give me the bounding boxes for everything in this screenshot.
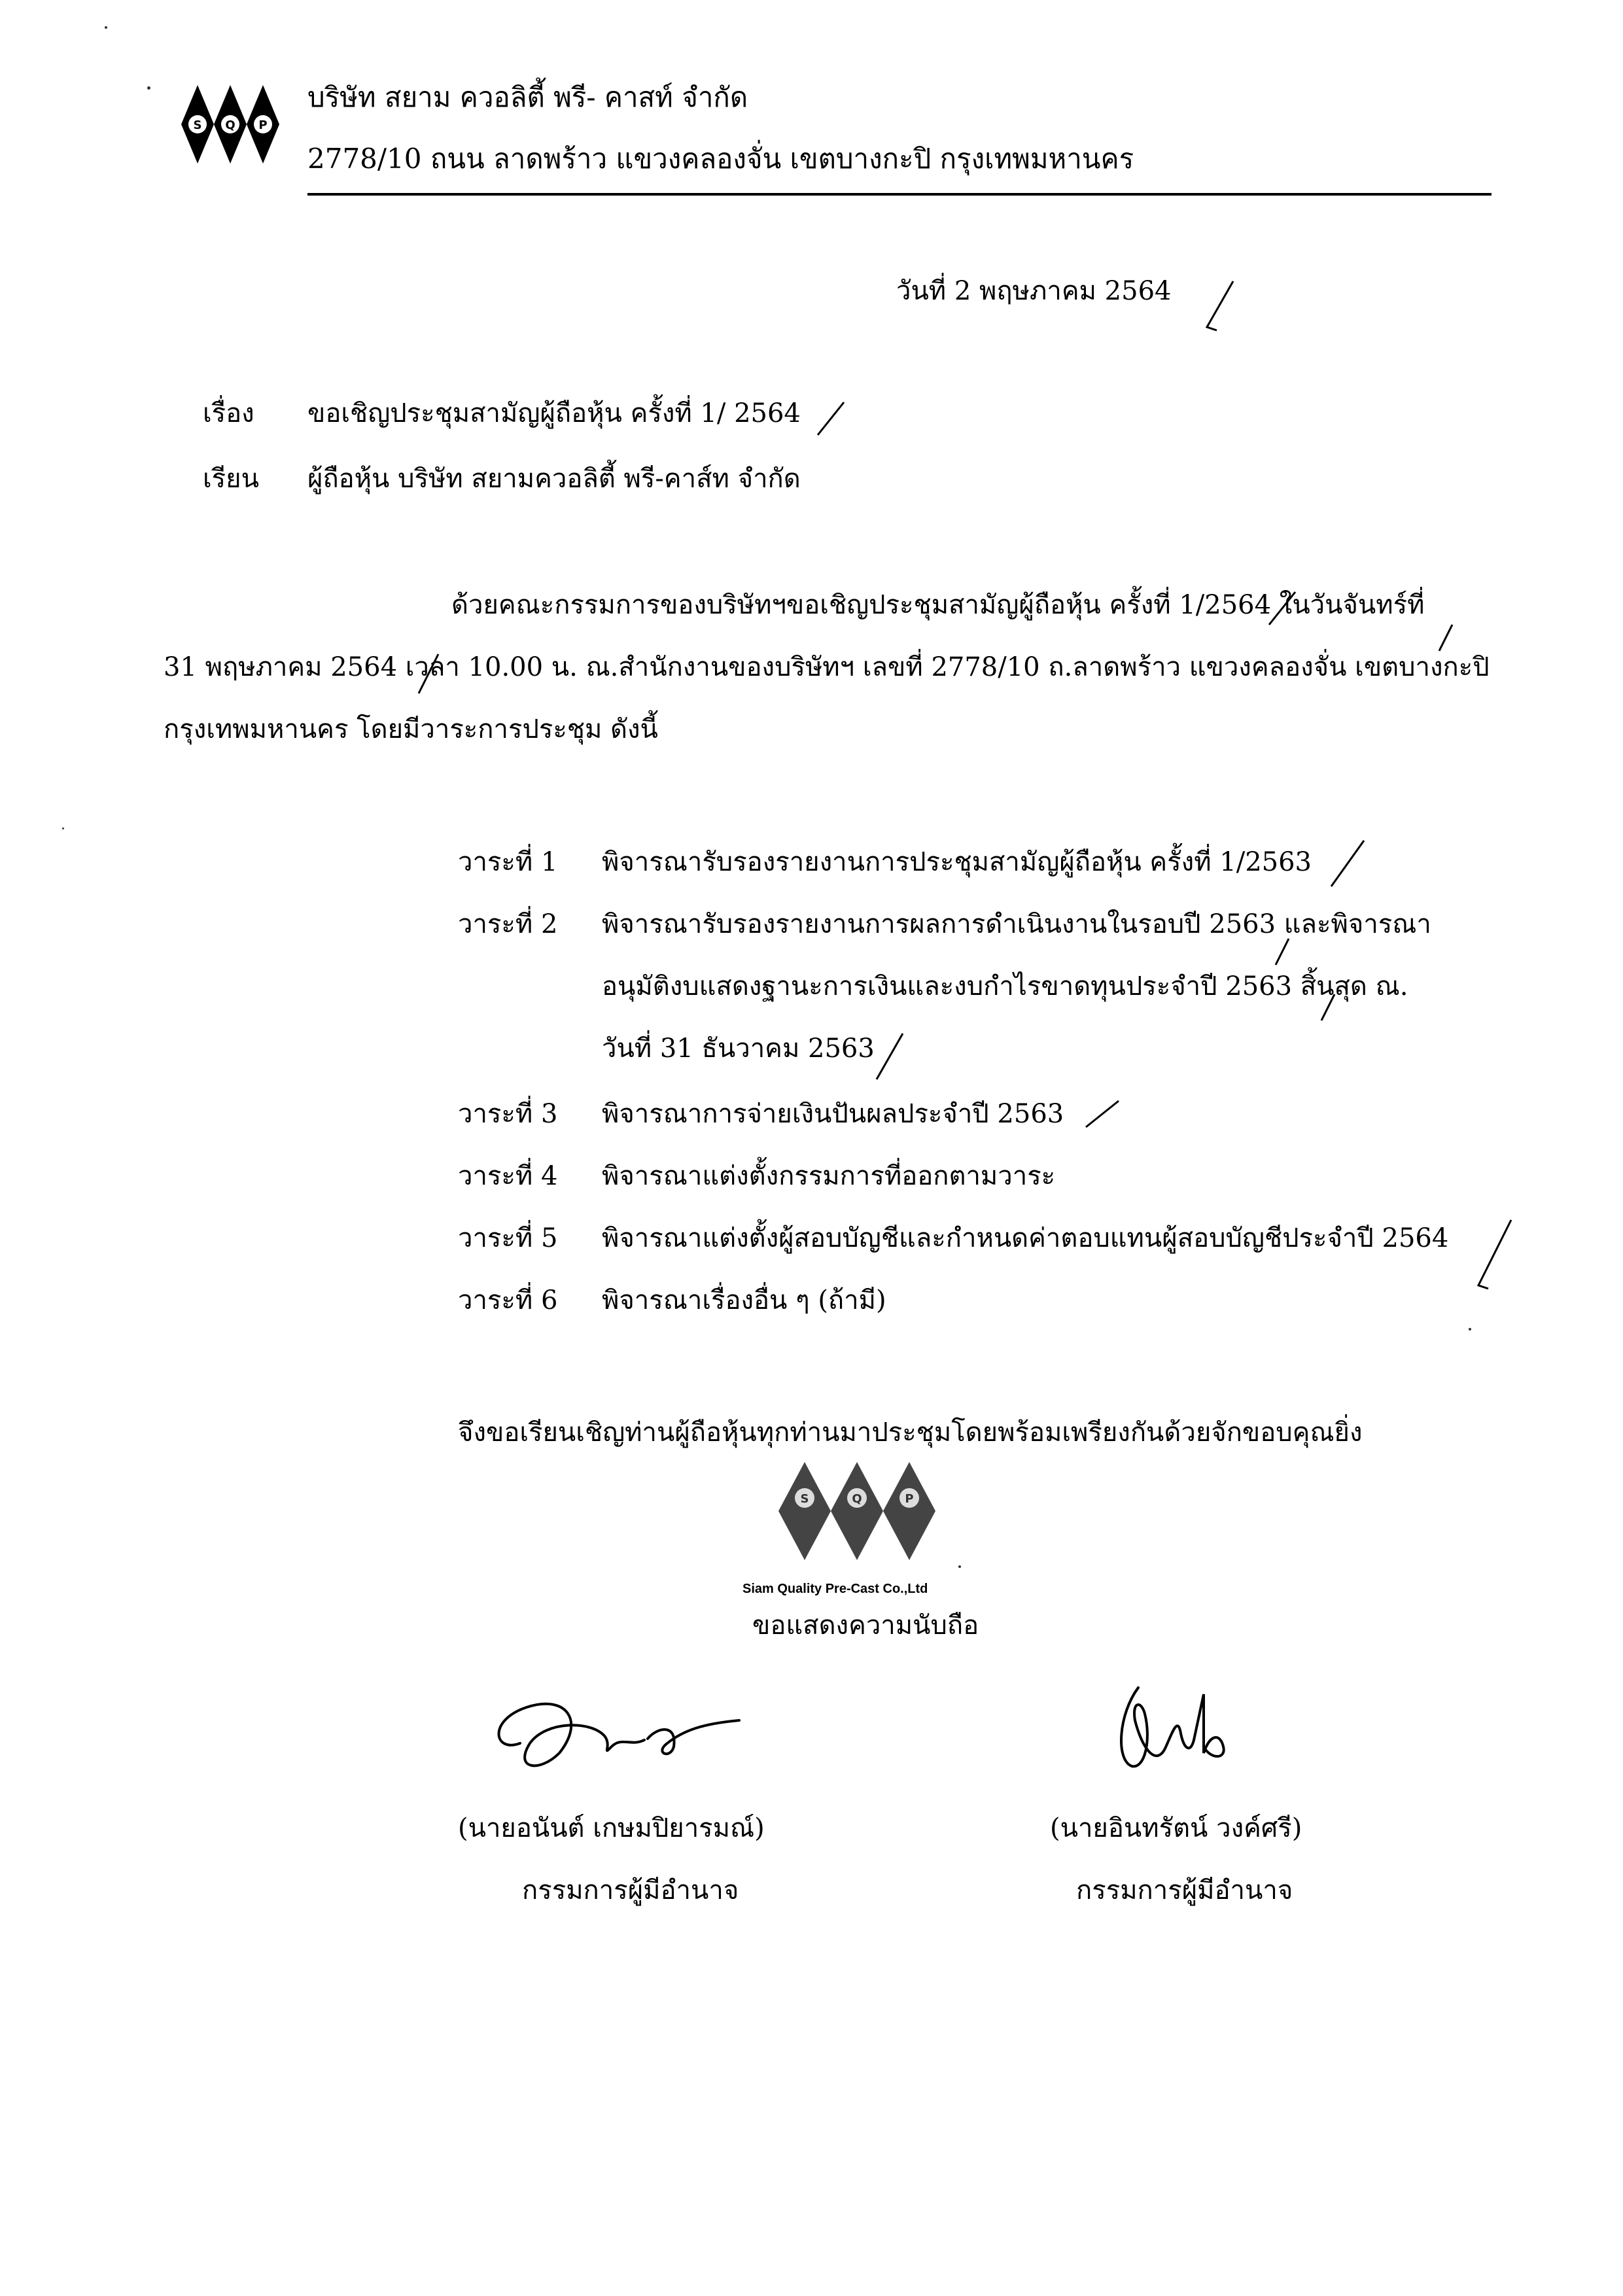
- agenda-label-3: วาระที่ 3: [458, 1099, 558, 1129]
- scan-speck: [147, 86, 150, 90]
- agenda-text-1: พิจารณารับรองรายงานการประชุมสามัญผู้ถือหุ้น ครั้งที่ 1/2563: [602, 847, 1312, 877]
- stamp-letter-q: Q: [852, 1492, 862, 1506]
- check-mark: [814, 399, 847, 441]
- check-mark: [1318, 991, 1338, 1026]
- company-logo: [178, 78, 283, 170]
- check-mark: [1083, 1098, 1122, 1133]
- recipient-label: เรียน: [203, 464, 259, 494]
- check-mark: [873, 1030, 906, 1085]
- agenda-text-2b: อนุมัติงบแสดงฐานะการเงินและงบกำไรขาดทุนประจำปี 2563 สิ้นสุด ณ.: [602, 971, 1408, 1001]
- agenda-text-2c: วันที่ 31 ธันวาคม 2563: [602, 1034, 875, 1064]
- agenda-text-5: พิจารณาแต่งตั้งผู้สอบบัญชีและกำหนดค่าตอบแทนผู้สอบบัญชีประจำปี 2564: [602, 1223, 1449, 1253]
- scan-speck: [62, 827, 64, 829]
- agenda-label-6: วาระที่ 6: [458, 1285, 558, 1315]
- body-line-3: กรุงเทพมหานคร โดยมีวาระการประชุม ดังนี้: [164, 714, 658, 744]
- check-mark: [1272, 935, 1292, 971]
- body-line-1: ด้วยคณะกรรมการของบริษัทฯขอเชิญประชุมสามัญผู้ถือหุ้น ครั้งที่ 1/2564 ในวันจันทร์ที่: [451, 590, 1425, 620]
- logo-letter-q: Q: [225, 118, 236, 132]
- stamp-letter-p: P: [905, 1492, 914, 1506]
- check-mark: [1197, 278, 1236, 339]
- company-stamp: [772, 1459, 942, 1567]
- signature-2: [1106, 1675, 1236, 1786]
- stamp-company-name: Siam Quality Pre-Cast Co.,Ltd: [742, 1582, 928, 1596]
- logo-letter-s: S: [193, 118, 202, 132]
- subject-text: ขอเชิญประชุมสามัญผู้ถือหุ้น ครั้งที่ 1/ 2564: [307, 398, 801, 428]
- agenda-label-4: วาระที่ 4: [458, 1161, 558, 1191]
- company-name: บริษัท สยาม ควอลิตี้ พรี- คาสท์ จำกัด: [307, 81, 748, 113]
- recipient-text: ผู้ถือหุ้น บริษัท สยามควอลิตี้ พรี-คาส์ท จำกัด: [307, 464, 801, 494]
- agenda-label-2: วาระที่ 2: [458, 909, 558, 939]
- check-mark: [1266, 589, 1299, 631]
- stamp-letter-s: S: [800, 1492, 809, 1506]
- scan-speck: [1469, 1328, 1471, 1331]
- check-mark: [1469, 1217, 1514, 1298]
- check-mark: [1436, 621, 1456, 657]
- logo-letter-p: P: [258, 118, 268, 132]
- agenda-text-2a: พิจารณารับรองรายงานการผลการดำเนินงานในรอบปี 2563 และพิจารณา: [602, 909, 1431, 939]
- signature-1: [481, 1681, 756, 1792]
- check-mark: [415, 651, 442, 699]
- letter-date: วันที่ 2 พฤษภาคม 2564: [896, 276, 1172, 306]
- agenda-text-4: พิจารณาแต่งตั้งกรรมการที่ออกตามวาระ: [602, 1161, 1056, 1191]
- signatory-2-title: กรรมการผู้มีอำนาจ: [1076, 1875, 1293, 1905]
- regards-text: ขอแสดงความนับถือ: [752, 1610, 979, 1641]
- agenda-label-1: วาระที่ 1: [458, 847, 558, 877]
- subject-label: เรื่อง: [203, 398, 254, 428]
- body-line-2: 31 พฤษภาคม 2564 เวลา 10.00 น. ณ.สำนักงานของบริษัทฯ เลขที่ 2778/10 ถ.ลาดพร้าว แขวงคลองจั่น เขตบางกะปิ: [164, 652, 1490, 682]
- signatory-1-title: กรรมการผู้มีอำนาจ: [522, 1875, 739, 1905]
- agenda-text-6: พิจารณาเรื่องอื่น ๆ (ถ้ามี): [602, 1285, 886, 1315]
- scan-speck: [958, 1565, 961, 1568]
- closing-text: จึงขอเรียนเชิญท่านผู้ถือหุ้นทุกท่านมาประชุมโดยพร้อมเพรียงกันด้วยจักขอบคุณยิ่ง: [458, 1418, 1363, 1448]
- agenda-label-5: วาระที่ 5: [458, 1223, 558, 1253]
- check-mark: [1328, 837, 1367, 892]
- signatory-1-name: (นายอนันต์ เกษมปิยารมณ์): [458, 1813, 765, 1843]
- agenda-text-3: พิจารณาการจ่ายเงินปันผลประจำปี 2563: [602, 1099, 1064, 1129]
- company-address: 2778/10 ถนน ลาดพร้าว แขวงคลองจั่น เขตบางกะปิ กรุงเทพมหานคร: [307, 143, 1134, 175]
- scan-speck: [105, 26, 107, 29]
- signatory-2-name: (นายอินทรัตน์ วงค์ศรี): [1050, 1813, 1302, 1843]
- header-divider: [307, 193, 1492, 196]
